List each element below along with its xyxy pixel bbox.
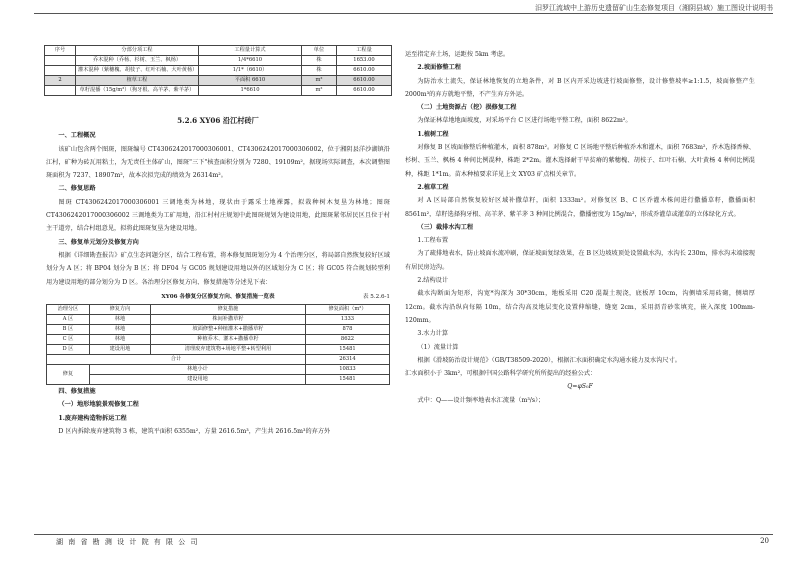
cell-direction: 林地	[90, 315, 151, 325]
col-header-no: 序号	[45, 46, 76, 56]
header-rule	[34, 13, 773, 14]
paragraph-slope: 为防治水土流失，保证林地恢复的立地条件，对 B 区内开采边坡进行坡面修整，设计修整坡率≥1:1.5，坡面修整产生 2000m³的弃方就地平整，不产生弃方外运。	[405, 77, 755, 98]
cell-item: 草籽混播（15g/m²）（狗牙根、高羊茅、紫羊茅）	[76, 86, 199, 96]
col-header-item: 分部分项工程	[76, 46, 199, 56]
heading-units: 三、修复单元划分及修复方向	[58, 238, 139, 246]
col-header-unit: 单位	[302, 46, 337, 56]
col-header-qty: 工程量	[337, 46, 392, 56]
heading-structure: 2.结构设计	[417, 277, 449, 285]
table-row-total	[47, 355, 390, 365]
paragraph-structure: 截水沟断面为矩形，沟宽*沟深为 30*30cm，地板采用 C20 混凝土现浇，底板厚 10cm，沟侧墙采用砖砌，侧墙厚 12cm。截水沟沿纵向每隔 10m，结合沟高及地层变化设置伸缩缝，缝宽 2cm，采用沥青砂浆填充，嵌入深度 100mm-120mm。	[405, 290, 755, 324]
zone-col-header: 修复面积（m²）	[306, 305, 390, 315]
cell-qty: 6610.00	[337, 66, 392, 76]
cell-no	[45, 56, 76, 66]
cell-direction: 林地	[90, 335, 151, 345]
cell-unit: 株	[302, 56, 337, 66]
cell-unit: m²	[302, 86, 337, 96]
cell-direction: 建设用地	[90, 345, 151, 355]
cell-formula: 平面积 6610	[199, 76, 302, 86]
table-row	[47, 315, 390, 325]
paragraph-flow-3: 式中：Q——设计频率地表水汇流量（m³/s）；	[417, 396, 545, 404]
cell-area: 15481	[306, 345, 390, 355]
heading-slope: 2.坡面修整工程	[417, 64, 461, 72]
cell-unit: m²	[302, 76, 337, 86]
heading-land: （二）土地资源占（挖）损修复工程	[417, 104, 517, 112]
heading-layout: 1.工程布置	[417, 237, 449, 245]
heading-plant: 1.植树工程	[417, 130, 449, 138]
quantity-table	[44, 45, 392, 96]
paragraph-layout: 为了疏排地表水，防止坡面水流冲刷，保证坡面复绿效果，在 B 区边坡坡顶处设置截水沟，水沟长 230m，排水沟末端接现有居民房边沟。	[405, 250, 755, 271]
cell-item: 乔木混种（乔杨、杉树、玉兰、枫杨）	[76, 56, 199, 66]
cell-item: 植草工程	[76, 76, 199, 86]
cell-no	[45, 66, 76, 76]
paragraph-flow-1: 根据《滑坡防治设计规范》（GB/T38509-2020），根据汇水面积确定水沟通水能力及水沟尺寸。	[417, 356, 681, 364]
table-row	[47, 335, 390, 345]
formula: Q=φS₀F	[567, 383, 593, 391]
paragraph-land: 为保证林草地地面坡度，对采场平台 C 区进行场地平整工程，面积 8622m²。	[417, 117, 632, 125]
cell-area: 1333	[306, 315, 390, 325]
zone-col-header: 修复措施	[151, 305, 306, 315]
cell-no	[45, 86, 76, 96]
heading-grass: 2.植草工程	[417, 183, 449, 191]
cell-zone: C 区	[47, 335, 90, 345]
zone-table	[46, 304, 390, 385]
paragraph-units: 根据《详细勘查报告》矿点生态问题分区，结合工程布置，将本修复图斑划分为 4 个治理分区，将局部自然恢复较好区域划分为 A 区；将 BP04 划分为 B 区；将 DF04 与 GC05 规划建设用地以外的区域划分为 C 区；将 GC05 符合规划转型利用为建设用地的部分划分为 D 区。各治理分区修复方向、修复措施等分述见下表：	[46, 251, 390, 286]
heading-overview: 一、工程概况	[58, 132, 96, 140]
cell-qty: 6610.00	[337, 76, 392, 86]
heading-hydraulic: 3.水力计算	[417, 330, 449, 338]
heading-measures: 四、修复措施	[58, 388, 96, 396]
page-number: 20	[760, 537, 769, 545]
cell-sub-value: 10833	[306, 365, 390, 375]
col-header-formula: 工程量计算式	[199, 46, 302, 56]
cell-sub-value: 15481	[306, 375, 390, 385]
heading-approach: 二、修复思路	[58, 185, 96, 193]
cell-measure: 株间补撒草籽	[151, 315, 306, 325]
heading-demolition: 1.废弃建构造物拆运工程	[58, 414, 127, 422]
table-row	[45, 66, 392, 76]
zone-col-header: 修复方向	[90, 305, 151, 315]
cell-area: 8622	[306, 335, 390, 345]
footer-rule	[34, 534, 773, 535]
cell-measure: 坡面修整+种植灌木+撒播草籽	[151, 325, 306, 335]
table-row	[47, 345, 390, 355]
cell-total-label: 合计	[47, 355, 306, 365]
cell-direction: 林地	[90, 325, 151, 335]
paragraph-plant: 对修复 B 区坡面修整后种植灌木，面积 878m²。对修复 C 区场地平整后种植乔木和灌木，面积 7683m²，乔木选择香樟、杉树、玉兰、枫杨 4 种间比例混种，株距 2*2m。灌木选择耐干旱贫瘠的紫穗槐、胡枝子、红叶石楠、大叶黄杨 4 种间比例混种，株距 1*1m。苗木种植要求详见上文 XY03 矿点相关章节。	[405, 144, 755, 178]
heading-ditch: （三）截排水沟工程	[417, 223, 474, 231]
paragraph-approach: 图斑 CT4306242017000306001 三调地类为林地，现状由于露采土地裸露，拟栽种树木复垦为林地；图斑 CT4306242017000306002 三调地类为工矿用地，沿江村村庄规划中此图斑规划为建设用地，此图斑紧邻居民区且位于村主干道旁，结合村组意见，拟将此图斑复垦为建设用地。	[46, 198, 390, 233]
paragraph-overview: 该矿山包含两个图斑，图斑编号 CT4306242017000306001、CT4306242017000306002，位于湘阴县洋沙湖镇沿江村，矿种为砖瓦用粘土，为无责任主体矿山，图斑"三下"核查面积分别为 7280、19109m²，据现场实际调查，本次调整图斑面积为 7237、18907m²，故本次拟完成的绩效为 26314m²。	[46, 145, 390, 180]
paragraph-grass: 对 A 区局部自然恢复较好区域补撒草籽，面积 1333m²。对修复区 B、C 区乔灌木株间进行撒播草籽，撒播面积 8561m²，草籽选择狗牙根、高羊茅、紫羊茅 3 种间比例混合，撒播密度为 15g/m²，形成乔灌草或灌草的立体绿化方式。	[405, 197, 755, 218]
right-column	[405, 48, 755, 407]
cell-formula: 1/1*（6610）	[199, 66, 302, 76]
table-row	[45, 86, 392, 96]
table-row	[47, 365, 390, 375]
paragraph-flow-2: 汇水面积小于 3km²，可根据中国公路科学研究所所提出的经验公式：	[405, 370, 597, 378]
cell-qty: 1653.00	[337, 56, 392, 66]
cell-formula: 1/4*6610	[199, 56, 302, 66]
table-caption	[46, 291, 390, 304]
table-caption-text: XY06 各修复分区修复方向、修复措施一览表	[161, 293, 275, 300]
footer-company: 湖 南 省 勘 测 设 计 院 有 限 公 司	[56, 538, 199, 546]
cell-item: 灌木混种（紫穗槐、胡枝子、红叶石楠、大叶黄杨）	[76, 66, 199, 76]
page-header-title: 汨罗江流域中上游历史遗留矿山生态修复项目（湘阴县域）施工图设计说明书	[535, 4, 773, 12]
table-row	[45, 56, 392, 66]
cell-measure: 清理废弃建筑物+场地平整+转型利用	[151, 345, 306, 355]
paragraph-continued: 运至指定弃土场，运距按 5km 考虑。	[405, 51, 510, 58]
table-row	[47, 375, 390, 385]
cell-area: 878	[306, 325, 390, 335]
cell-formula: 1*6610	[199, 86, 302, 96]
zone-col-header: 治理分区	[47, 305, 90, 315]
table-row	[47, 325, 390, 335]
cell-unit: 株	[302, 66, 337, 76]
cell-qty: 6610.00	[337, 86, 392, 96]
heading-flow: （1）流量计算	[417, 343, 459, 351]
cell-zone: D 区	[47, 345, 90, 355]
table-row	[45, 76, 392, 86]
paragraph-demolition: D 区内拆除废弃建筑物 3 栋，建筑平面积 6355m²，方量 2616.5m³，产生共 2616.5m³的弃方外	[58, 428, 331, 436]
left-column	[46, 110, 390, 438]
heading-landform: （一）地形地貌景观修复工程	[58, 401, 139, 409]
cell-no: 2	[45, 76, 76, 86]
cell-measure: 种植乔木、灌木+撒播草籽	[151, 335, 306, 345]
cell-sub-label: 林地小计	[90, 365, 306, 375]
cell-zone: B 区	[47, 325, 90, 335]
cell-total-value: 26314	[306, 355, 390, 365]
table-number: 表 5.2.6-1	[362, 293, 390, 300]
cell-sub-label: 建设用地	[90, 375, 306, 385]
section-title: 5.2.6 XY06 沿江村砖厂	[177, 116, 259, 125]
cell-repair-label: 修复	[47, 365, 90, 385]
cell-zone: A 区	[47, 315, 90, 325]
